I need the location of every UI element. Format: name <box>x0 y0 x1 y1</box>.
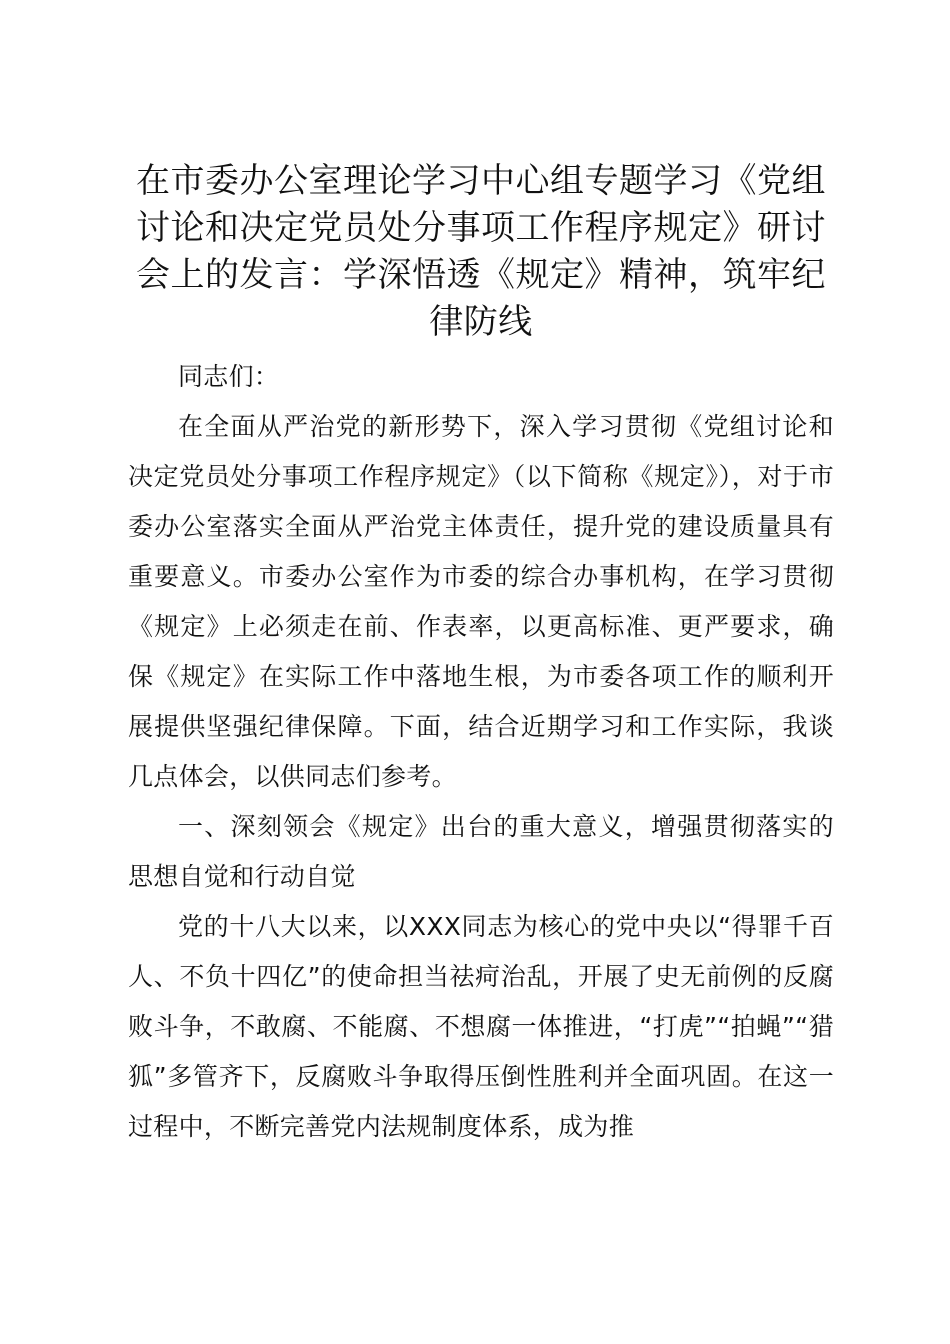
section-paragraph: 党的十八大以来，以XXX同志为核心的党中央以“得罪千百人、不负十四亿”的使命担当祛疴治乱，开展了史无前例的反腐败斗争，不敢腐、不能腐、不想腐一体推进，“打虎”“拍蝇”“猎狐”多管齐下，反腐败斗争取得压倒性胜利并全面巩固。在这一过程中，不断完善党内法规制度体系，成为推 <box>128 912 834 1141</box>
document-body <box>128 158 834 1152</box>
document-title: 在市委办公室理论学习中心组专题学习《党组讨论和决定党员处分事项工作程序规定》研讨会上的发言：学深悟透《规定》精神，筑牢纪律防线 <box>136 161 826 342</box>
salutation: 同志们： <box>178 362 280 391</box>
section-heading: 一、深刻领会《规定》出台的重大意义，增强贯彻落实的思想自觉和行动自觉 <box>128 812 834 891</box>
intro-paragraph: 在全面从严治党的新形势下，深入学习贯彻《党组讨论和决定党员处分事项工作程序规定》（以下简称《规定》），对于市委办公室落实全面从严治党主体责任，提升党的建设质量具有重要意义。市委办公室作为市委的综合办事机构，在学习贯彻《规定》上必须走在前、作表率，以更高标准、更严要求，确保《规定》在实际工作中落地生根，为市委各项工作的顺利开展提供坚强纪律保障。下面，结合近期学习和工作实际，我谈几点体会，以供同志们参考。 <box>128 412 834 791</box>
